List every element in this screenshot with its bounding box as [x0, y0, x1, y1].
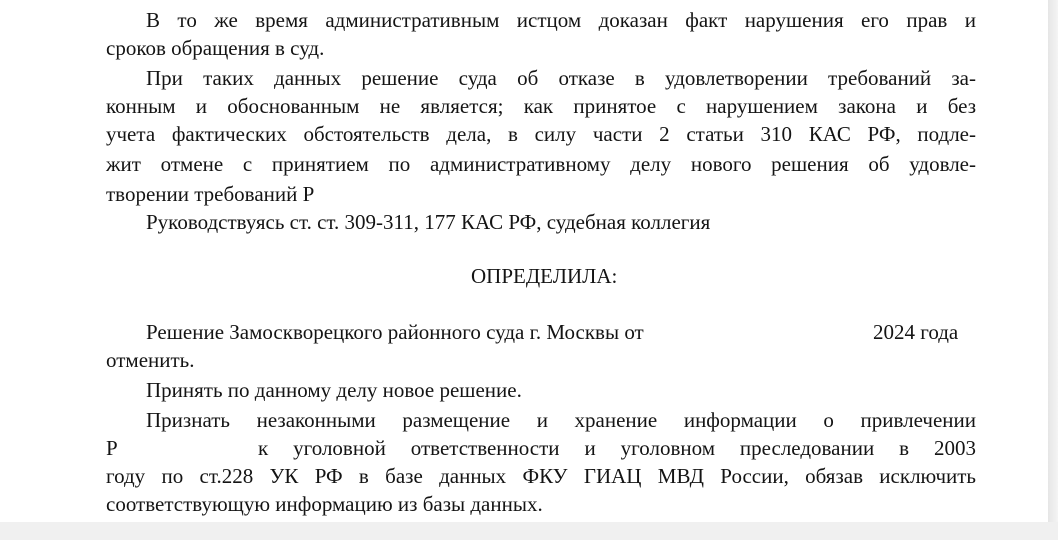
paragraph-line: жит отмене с принятием по административному делу нового решения об удовле- — [106, 152, 976, 176]
section-heading: ОПРЕДЕЛИЛА: — [471, 264, 618, 288]
paragraph-line: Решение Замоскворецкого районного суда г. Москвы от — [146, 320, 644, 344]
paragraph-line: отменить. — [106, 348, 195, 372]
paragraph-line: 2024 года — [873, 320, 959, 344]
paragraph-line: При таких данных решение суда об отказе в удовлетворении требований за- — [146, 66, 976, 90]
page-bottom-margin — [0, 522, 1058, 540]
paragraph-line: Признать незаконными размещение и хранение информации о привлечении — [146, 408, 976, 432]
paragraph-line: Принять по данному делу новое решение. — [146, 378, 522, 402]
paragraph-line: конным и обоснованным не является; как принятое с нарушением закона и без — [106, 94, 976, 118]
page-edge — [1048, 0, 1058, 540]
paragraph-line: Р — [106, 436, 118, 460]
paragraph-line: соответствующую информацию из базы данных. — [106, 492, 543, 516]
paragraph-line: В то же время административным истцом доказан факт нарушения его прав и — [146, 8, 976, 32]
paragraph-line: к уголовной ответственности и уголовном преследовании в 2003 — [258, 436, 976, 460]
paragraph-line: сроков обращения в суд. — [106, 36, 325, 60]
paragraph-line: году по ст.228 УК РФ в базе данных ФКУ ГИАЦ МВД России, обязав исключить — [106, 464, 976, 488]
paragraph-line: учета фактических обстоятельств дела, в силу части 2 статьи 310 КАС РФ, подле- — [106, 122, 976, 146]
paragraph-line: творении требований Р — [106, 182, 315, 206]
paragraph-line: Руководствуясь ст. ст. 309-311, 177 КАС РФ, судебная коллегия — [146, 210, 711, 234]
